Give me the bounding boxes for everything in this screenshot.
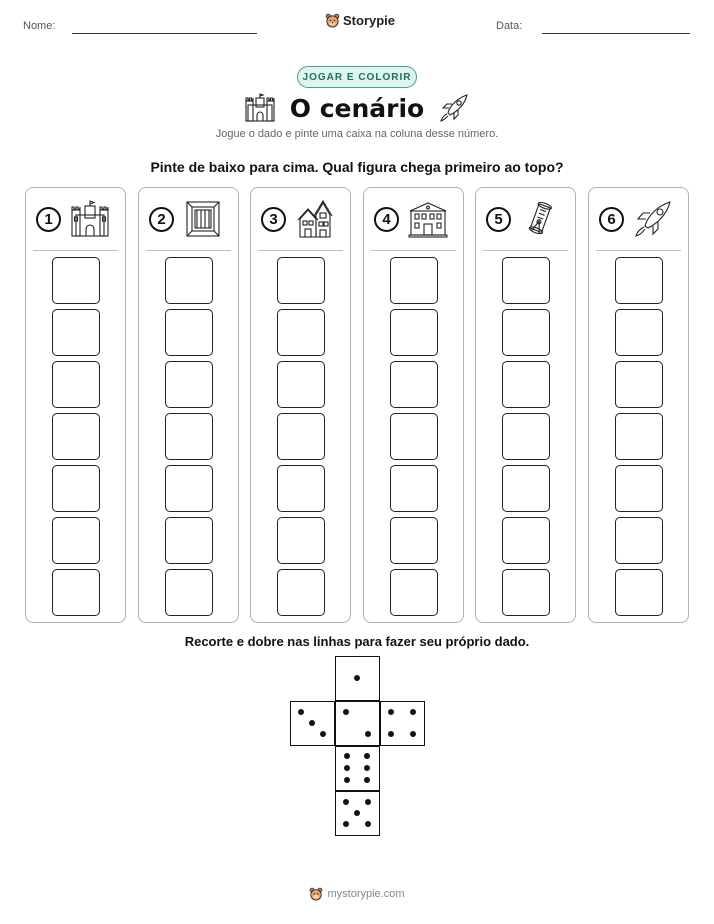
die-pip	[388, 731, 394, 737]
die-pip	[410, 731, 416, 737]
die-pip	[365, 799, 371, 805]
prison-window-icon	[182, 199, 224, 239]
footer-url: mystorypie.com	[327, 888, 405, 900]
color-box[interactable]	[277, 413, 325, 460]
color-box[interactable]	[502, 361, 550, 408]
subtitle: Jogue o dado e pinte uma caixa na coluna desse número.	[215, 128, 499, 140]
color-box[interactable]	[502, 517, 550, 564]
race-column-5	[475, 187, 576, 623]
color-box[interactable]	[277, 361, 325, 408]
die-face-6	[335, 746, 380, 791]
title-row	[0, 92, 714, 124]
die-pip	[365, 731, 371, 737]
instruction: Pinte de baixo para cima. Qual figura chega primeiro ao topo?	[150, 159, 564, 175]
race-column-3	[250, 187, 351, 623]
die-face-1	[335, 656, 380, 701]
die-pip	[364, 753, 370, 759]
color-box[interactable]	[52, 309, 100, 356]
column-number: 6	[599, 207, 624, 232]
name-line	[72, 33, 257, 34]
color-box[interactable]	[390, 569, 438, 616]
color-box[interactable]	[165, 309, 213, 356]
color-box[interactable]	[165, 517, 213, 564]
brand-logo	[325, 13, 395, 28]
die-face-3	[290, 701, 335, 746]
color-box[interactable]	[502, 257, 550, 304]
color-box[interactable]	[52, 517, 100, 564]
column-divider	[33, 250, 118, 251]
date-label: Data:	[496, 20, 523, 32]
die-pip	[344, 777, 350, 783]
column-number: 2	[149, 207, 174, 232]
name-label: Nome:	[23, 20, 56, 32]
die-pip	[388, 709, 394, 715]
color-box[interactable]	[390, 257, 438, 304]
color-box[interactable]	[277, 517, 325, 564]
color-box[interactable]	[277, 257, 325, 304]
color-box[interactable]	[277, 569, 325, 616]
die-pip	[309, 720, 315, 726]
rocket-icon	[438, 93, 470, 123]
die-pip	[344, 753, 350, 759]
color-box[interactable]	[52, 413, 100, 460]
die-pip	[354, 675, 360, 681]
die-pip	[365, 821, 371, 827]
column-header	[476, 188, 575, 251]
color-box[interactable]	[615, 309, 663, 356]
page-title: O cenário	[289, 93, 425, 123]
color-box[interactable]	[52, 465, 100, 512]
race-column-1	[25, 187, 126, 623]
color-box[interactable]	[165, 257, 213, 304]
color-box[interactable]	[52, 257, 100, 304]
column-divider	[146, 250, 231, 251]
rocket-icon	[632, 199, 674, 239]
color-box[interactable]	[390, 309, 438, 356]
haunted-house-icon	[294, 199, 336, 239]
color-box[interactable]	[165, 413, 213, 460]
color-box[interactable]	[615, 517, 663, 564]
color-box[interactable]	[165, 465, 213, 512]
die-pip	[343, 799, 349, 805]
color-box[interactable]	[52, 569, 100, 616]
die-face-5	[335, 791, 380, 836]
color-box[interactable]	[502, 309, 550, 356]
date-line	[542, 33, 690, 34]
color-box[interactable]	[502, 569, 550, 616]
building-icon	[407, 199, 449, 239]
color-box[interactable]	[390, 465, 438, 512]
column-header	[139, 188, 238, 251]
die-pip	[364, 777, 370, 783]
bear-logo-icon	[309, 887, 323, 901]
die-pip	[343, 709, 349, 715]
die-pip	[364, 765, 370, 771]
color-box[interactable]	[165, 361, 213, 408]
color-box[interactable]	[615, 361, 663, 408]
cut-instruction: Recorte e dobre nas linhas para fazer seu próprio dado.	[184, 634, 530, 649]
die-pip	[343, 821, 349, 827]
color-box[interactable]	[615, 413, 663, 460]
column-header	[364, 188, 463, 251]
color-box[interactable]	[390, 413, 438, 460]
die-pip	[354, 810, 360, 816]
column-header	[251, 188, 350, 251]
die-face-4	[380, 701, 425, 746]
color-box[interactable]	[615, 569, 663, 616]
color-box[interactable]	[390, 517, 438, 564]
die-pip	[320, 731, 326, 737]
die-pip	[344, 765, 350, 771]
column-header	[589, 188, 688, 251]
color-box[interactable]	[502, 465, 550, 512]
color-box[interactable]	[277, 465, 325, 512]
color-box[interactable]	[615, 465, 663, 512]
color-box[interactable]	[615, 257, 663, 304]
column-divider	[258, 250, 343, 251]
color-box[interactable]	[52, 361, 100, 408]
race-column-2	[138, 187, 239, 623]
race-column-6	[588, 187, 689, 623]
column-number: 4	[374, 207, 399, 232]
color-box[interactable]	[277, 309, 325, 356]
column-number: 3	[261, 207, 286, 232]
die-face-2	[335, 701, 380, 746]
castle-icon	[244, 93, 276, 123]
brand-name: Storypie	[343, 13, 396, 28]
column-divider	[483, 250, 568, 251]
column-divider	[371, 250, 456, 251]
color-box[interactable]	[390, 361, 438, 408]
bear-logo-icon	[325, 13, 340, 28]
scroll-icon	[519, 199, 561, 239]
column-header	[26, 188, 125, 251]
castle-icon	[69, 199, 111, 239]
footer	[0, 887, 714, 901]
color-box[interactable]	[165, 569, 213, 616]
activity-badge: JOGAR E COLORIR	[297, 66, 417, 88]
column-divider	[596, 250, 681, 251]
race-column-4	[363, 187, 464, 623]
die-pip	[410, 709, 416, 715]
column-number: 5	[486, 207, 511, 232]
color-box[interactable]	[502, 413, 550, 460]
die-pip	[298, 709, 304, 715]
column-number: 1	[36, 207, 61, 232]
